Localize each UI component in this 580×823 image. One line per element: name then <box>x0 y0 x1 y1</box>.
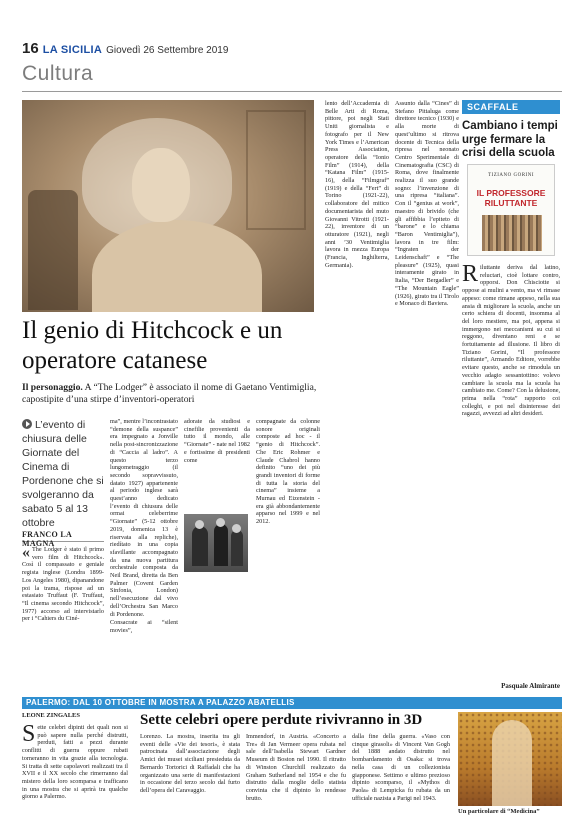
photo-head <box>216 518 225 527</box>
photo-figure <box>214 524 228 566</box>
feature-column-1-text: The Lodger è stato il primo vero film di Hitchcock». Così il compassato e geniale regista inglese (Londra 1899-Los Angeles 1980), dipanandone poi la trama, rispose ad un estasiato Truffaut (F. Truffaut, “Il cinema secondo Hitchcock”, 1977) accorso ad intervistarlo per i “Cahiers du Ciné- <box>22 546 104 623</box>
page-folio <box>22 40 562 58</box>
pull-quote <box>22 418 104 529</box>
sidebar-dropcap: R <box>462 264 479 287</box>
bottom-column-4-text: dalla fine della guerra. «Vaso con cinque girasoli» di Vincent Van Gogh del 1888 andato distrutto nel bombardamento di Osaka: si trova nella casa di un collezionista giapponese. Settimo e ultimo prezioso dipinto scomparso, il «Mythos di Paola» di Lempicka fu rubata da un ufficiale nazista a Parigi nel 1943. <box>352 733 450 802</box>
feature-photo <box>22 100 314 312</box>
painting-figure <box>492 720 532 806</box>
sidebar-body <box>462 264 560 668</box>
book-cover-author: TIZIANO GORINI <box>487 173 535 178</box>
bottom-column-1 <box>22 724 128 814</box>
section-header <box>22 62 562 92</box>
bottom-byline: LEONE ZINGALES <box>22 712 80 719</box>
painting-photo <box>458 712 562 806</box>
pull-quote-text: L’evento di chiusura delle Giornate del Cinema di Pordenone che si svolgeranno da sabato 5 al 13 ottobre <box>22 419 104 529</box>
feature-column-5-text: lento dell’Accademia di Belle Arti di Roma, pittore, poi negli Stati Uniti giornalista e fotografo per il New York Times e l’American Press Association, operatore della “Ionio Film” (1914), della “Katana Film” (1915-16), della “Filmgraf” (1919) e della “Fert” di Torino (1921-22), collaboratore del mitico documentarista del muto Giovanni Vitrotti (1921-22), inventore di un otturatore (1921), negli anni ’30 Ventimiglia lavora in mezza Europa (Francia, Inghilterra, Germania). <box>325 100 389 269</box>
photo-face <box>132 148 190 222</box>
book-cover-art <box>482 215 542 251</box>
sidebar-tag: SCAFFALE <box>462 100 560 114</box>
photo-figure <box>192 526 208 566</box>
page-number: 16 <box>22 40 39 57</box>
photo-head <box>195 520 204 529</box>
feature-column-5 <box>325 100 389 680</box>
feature-deck <box>22 382 318 408</box>
play-icon <box>22 419 32 429</box>
bottom-column-4 <box>352 733 450 817</box>
sidebar-title: Cambiano i tempi urge fermare la crisi della scuola <box>462 120 558 159</box>
photo-chair <box>28 190 78 310</box>
bottom-headline: Sette celebri opere perdute rivivranno in 3D <box>140 712 423 728</box>
bottom-column-2 <box>140 733 240 817</box>
bottom-band-kicker: PALERMO: DAL 10 OTTOBRE IN MOSTRA A PALAZZO ABATELLIS <box>22 697 562 709</box>
sidebar-body-text: iluttante deriva dal latino, reluctari, cioè lottare contro, opporsi. Don Chisciotte si oppose ai mulini a vento, ma vi rimase appeso: come rimane appeso, nella sua ansia di migliorare la scuola, anche un certo schiera di docenti, insomma al del loro mestiere, ma poi, appena si immergono nei meccanismi su cui si reggono, diventano reni e se fortuitamente ad illusione. Il libro di Tiziano Gorini, “Il professore riluttante”, Armando Editore, vorrebbe evitare questo, anche se rimodula un vecchio adagio sessantottino: volevo cambiare la scuola ma la scuola ha cambiato me. Come? Con la delusione, prima nella “rota” rapporto coi colleghi, e poi nel disinteresse dei ragazzi, avvezzi ad altri desideri. <box>462 264 560 418</box>
feature-column-6 <box>395 100 459 680</box>
feature-column-1 <box>22 546 104 688</box>
feature-column-2-text: ma”, mentre l’incontrastato “demone della suspance” era impegnato a Jonville nella post-sincronizzazione di “Caccia al ladro”. A questo terzo lungometraggio (il secondo sopravvissuto, datato 1927) appartenente al periodo inglese sarà quest’anno dedicato l’evento di chiusura delle ormai celeberrime “Giornate” (5-12 ottobre 2019, domenica 13 è riservata alla repliche), riedítato in una copia sfavillante accompagnato da una nuova partitura orchestrale composta da Neil Brand, diretta da Ben Palmer (Covent Garden Sinfonia, London) nell’esecuzione dal vivo dell’Orchestra San Marco di Pordenone. <box>110 418 178 618</box>
bottom-column-1-text: ette celebri dipinti dei quali non si può sapere nulla perché distrutti, perduti, fatti a pezzi durante conflitti di guerra oppure rubati torneranno in vita grazie alla tecnologia. Si tratta di sette capolavori realizzati tra il XVII e il XX secolo che rimerranno dal mistero della loro scomparsa e trafficano in una mostra che si aprirà tra qualche giorno a Palermo. <box>22 724 128 801</box>
feature-column-2 <box>110 418 178 688</box>
feature-headline: Il genio di Hitchcock e un operatore catanese <box>22 317 283 374</box>
newspaper-name: LA SICILIA <box>42 44 103 56</box>
feature-signature <box>325 682 460 692</box>
bottom-column-3-text: Immendorf, in Austria. «Concerto a Tre» di Jan Vermeer opera rubata nel sale dell’Isabella Stewart Gardner Museum di Boston nel 1990. Il ritratto di Winston Churchill realizzato da Graham Sutherland nel 1954 e che fu distrutto dalla moglie dello statista convinta che il dipinto lo rendesse brutto. <box>246 733 346 802</box>
section-title: Cultura <box>22 62 94 85</box>
bottom-dropcap: S <box>22 724 36 747</box>
feature-column-2-tail: Consacrate ai “silent movies”, <box>110 619 178 634</box>
issue-date: Giovedì 26 Settembre 2019 <box>106 45 229 56</box>
book-cover-title: IL PROFESSORE RILUTTANTE <box>476 188 546 208</box>
quote-mark: « <box>22 546 30 561</box>
bottom-column-2-text: Lorenzo. La mostra, inserita tra gli eventi delle «Vie dei tesori», è stata patrocinata dall’associazione degli Amici dei musei siciliani presieduta da Bernardo Tortorici di Raffadali che ha organizzato una serie di manifestazioni in occasione del terzo secolo dal furto dell’opera del Caravaggio. <box>140 733 240 794</box>
sidebar-signature: Pasquale Almirante <box>501 682 560 690</box>
deck-text: A “The Lodger” è associato il nome di Gaetano Ventimiglia, capostipite d’una stirpe d’inventori-operatori <box>22 382 317 405</box>
deck-lead: Il personaggio. <box>22 382 83 393</box>
photo-frame <box>246 110 306 230</box>
photo-head <box>232 524 241 533</box>
painting-caption: Un particolare di “Medicina” <box>458 808 540 815</box>
bottom-column-3 <box>246 733 346 817</box>
feature-byline: FRANCO LA MAGNA <box>22 530 104 542</box>
feature-column-6-text: Assunto dalla “Cines” di Stefano Pittaluga come direttore tecnico (1930) e alla morte di quest’ultimo si ritrova docente di Tecnica della ripresa nel neonato Centro Sperimentale di Cinematografia (CSC) di Roma, dove finalmente realizza il suo grande sogno: l’invenzione di una ripresa “italiana”. Con il “genius at work”, maestro di brivido (che gli affibbia l’epiteto di “barone” e lo chiama “Baron Ventimiglia”), lavora in tre film: “Ingraten der Leidenschaft” e “The pleasure” (1925), quasi interamente girato in Italia, “Der Bergadler” e “The Mountain Eagle” (1926), girato tra il Tirolo e Monaco di Baviera. <box>395 100 459 308</box>
inline-photo <box>184 514 248 572</box>
photo-figure <box>231 530 243 566</box>
feature-column-3-text: adorate da studiosi e cinefilie provenienti da tutto il mondo, alle “Giornate” - nate nel 1982 e fortissime di presidenti come <box>184 418 250 464</box>
feature-column-4-text: compagnate da colonne sonore originali composte ad hoc - il “genio di Hitchcock”. Che Eric Rohmer e Claude Chabrol hanno definito “uno dei più grandi inventori di forme di tutta la storia del cinema” insieme a Murnau ed Eizenstein - era già abbondantemente apparso nel 1999 e nel 2012. <box>256 418 320 526</box>
feature-column-4 <box>256 418 320 688</box>
book-cover <box>467 164 555 256</box>
